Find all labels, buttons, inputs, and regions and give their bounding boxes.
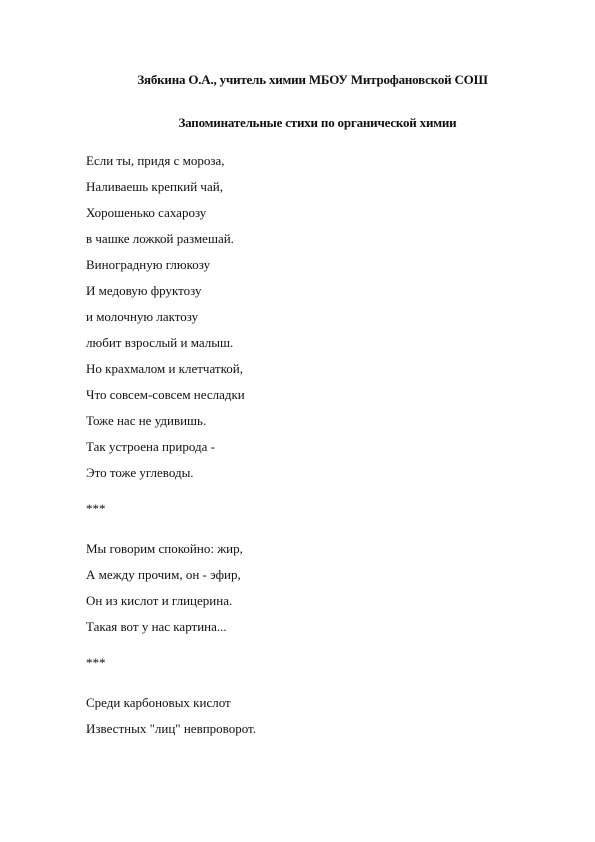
- poem-line: Это тоже углеводы.: [86, 465, 194, 480]
- author-line: Зябкина О.А., учитель химии МБОУ Митрофановской СОШ: [137, 72, 488, 87]
- poem-line: и молочную лактозу: [86, 309, 199, 324]
- poem-line: Что совсем-совсем несладки: [86, 387, 245, 402]
- poem-line: Среди карбоновых кислот: [86, 695, 231, 710]
- stanza-3: [86, 690, 566, 742]
- poem-line: Мы говорим спокойно: жир,: [86, 541, 243, 556]
- poem-line: Но крахмалом и клетчаткой,: [86, 361, 243, 376]
- poem-line: Так устроена природа -: [86, 439, 215, 454]
- document-title: Запоминательные стихи по органической химии: [178, 115, 457, 130]
- poem-line: А между прочим, он - эфир,: [86, 567, 241, 582]
- stanza-1: [86, 148, 566, 486]
- poem-line: Виноградную глюкозу: [86, 257, 211, 272]
- poem-line: Хорошенько сахарозу: [86, 205, 207, 220]
- poem-line: И медовую фруктозу: [86, 283, 202, 298]
- stanza-2: [86, 536, 566, 640]
- stanza-separator: ***: [86, 501, 106, 516]
- poem-line: Тоже нас не удивишь.: [86, 413, 207, 428]
- poem-line: Известных "лиц" невпроворот.: [86, 721, 256, 736]
- stanza-separator: ***: [86, 655, 106, 670]
- poem-line: любит взрослый и малыш.: [86, 335, 234, 350]
- poem-line: в чашке ложкой размешай.: [86, 231, 234, 246]
- poem-line: Такая вот у нас картина...: [86, 619, 227, 634]
- poem-line: Наливаешь крепкий чай,: [86, 179, 223, 194]
- poem-line: Он из кислот и глицерина.: [86, 593, 233, 608]
- poem-line: Если ты, придя с мороза,: [86, 153, 225, 168]
- poem-body: [86, 148, 566, 742]
